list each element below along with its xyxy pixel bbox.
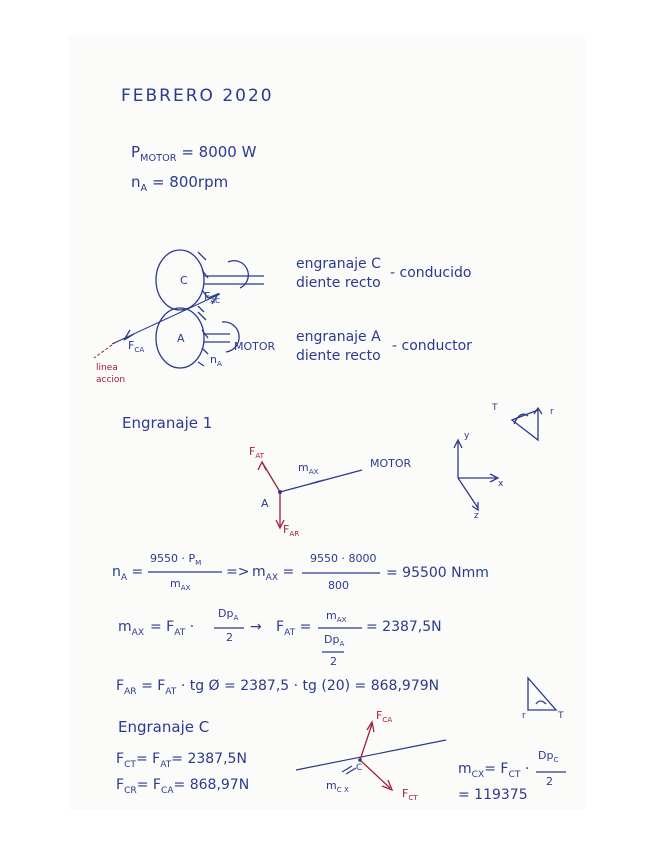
fct-value: = 2387,5N <box>171 751 247 767</box>
mcx-lhs: m <box>458 761 472 777</box>
eq1-lhs: $n_A$ = <box>112 564 144 583</box>
eq2-lhs-sub: AX <box>131 627 145 638</box>
mcx-dot: · <box>524 761 530 777</box>
page-title: FEBRERO 2020 <box>121 86 274 106</box>
eq1-lhs-sub: A <box>120 572 128 583</box>
eq1-result: = 95500 Nmm <box>386 565 489 581</box>
gear-a-description-1: engranaje A <box>296 329 381 345</box>
axis-z-label: z <box>474 511 479 521</box>
fcr-eq-sub: CA <box>160 785 174 796</box>
power-symbol: P <box>131 143 141 161</box>
fac-sub: AC <box>210 296 221 306</box>
gear-a-description-2: diente recto <box>296 348 381 364</box>
mcx-num-sub: C <box>553 755 559 765</box>
eq2-den-den: 2 <box>330 655 337 668</box>
eq2-num <box>326 610 347 623</box>
eq3-body-sub: AT <box>165 686 177 697</box>
eq2-frac-num-sub: A <box>233 613 239 623</box>
eq1-lhs2-symbol: m <box>252 564 266 580</box>
motor-label: MOTOR <box>234 340 276 353</box>
fcr-equation <box>116 778 249 796</box>
eq2-num-sub: AX <box>336 615 347 625</box>
eq1-lhs2-sub: AX <box>265 572 279 583</box>
section-2-heading: Engranaje C <box>118 718 210 736</box>
corner-t-label: T <box>492 403 498 413</box>
fct-sub: CT <box>124 759 136 770</box>
corner-r-label: r <box>550 407 554 417</box>
max-sub: AX <box>308 467 319 477</box>
fig-fct-symbol: F <box>402 787 409 800</box>
eq2-dot: · <box>189 619 195 635</box>
speed-subscript: A <box>140 183 148 194</box>
gear-a-label: A <box>177 332 185 345</box>
eq1-numerator-2: 9550 · 8000 <box>310 552 377 565</box>
eq3-body: = F <box>141 678 166 694</box>
eq2-frac-num <box>218 608 238 621</box>
eq1-lhs-symbol: n <box>112 564 121 580</box>
axis-y-label: y <box>464 431 470 441</box>
eq1-denominator-2: 800 <box>328 579 349 592</box>
fig-mcx-sub: C X <box>336 785 349 795</box>
fig-fct-sub: CT <box>408 793 418 803</box>
motor-label-2: MOTOR <box>370 457 412 470</box>
eq2-mid-sub: AT <box>174 627 186 638</box>
eq1-den-sub: AX <box>180 583 191 593</box>
mcx-eq: = F <box>484 761 509 777</box>
mcx-arrowhead <box>342 766 356 774</box>
section-1-heading: Engranaje 1 <box>122 414 213 432</box>
eq2-mid-text: = F <box>150 619 175 635</box>
eq3-line <box>116 679 439 697</box>
fig-mcx-label <box>326 780 349 793</box>
eq3-t-label: T <box>558 711 564 721</box>
mcx-num <box>538 750 558 763</box>
far-symbol: F <box>283 523 290 536</box>
eq1-num-text: 9550 · P <box>150 552 196 565</box>
eq2-den-num-sub: A <box>339 639 345 649</box>
mcx-den: 2 <box>546 775 553 788</box>
gear-a-role: - conductor <box>392 338 472 354</box>
gear-c-description-1: engranaje C <box>296 256 381 272</box>
fca-sub: CA <box>134 345 145 355</box>
eq2-den-num-symbol: Dp <box>324 633 340 646</box>
eq1-implies: => <box>226 564 250 580</box>
eq2-fat-sub: AT <box>284 627 296 638</box>
eq1-lhs2: $m_{AX}$ = <box>252 564 295 583</box>
eq2-lhs <box>118 620 144 638</box>
eq2-frac-den: 2 <box>226 631 233 644</box>
far-sub: AR <box>289 529 300 539</box>
eq2-lhs-symbol: m <box>118 619 132 635</box>
eq3-lhs-sub: AR <box>124 686 137 697</box>
fcr-eq: = F <box>136 777 161 793</box>
point-c-dot <box>358 758 362 762</box>
fct-vector <box>360 760 390 788</box>
fig-fca-label <box>376 710 392 723</box>
eq3-r-label: r <box>522 711 526 721</box>
fcr-sub: CR <box>124 785 137 796</box>
eq1-num-sub: M <box>195 558 202 568</box>
eq2-mid <box>150 620 194 638</box>
fac-symbol: F <box>204 290 211 303</box>
max-symbol: m <box>298 461 309 474</box>
fct-eq: = F <box>135 751 161 767</box>
na-symbol: n <box>210 353 217 366</box>
gear-c-role: - conducido <box>390 265 472 281</box>
fca-symbol: F <box>128 339 135 352</box>
fig-fca-sub: CA <box>382 715 393 725</box>
fcr-symbol: F <box>116 777 125 793</box>
fca-vector <box>360 724 372 760</box>
force-triangle-bottom <box>518 670 574 720</box>
speed-value: = 800rpm <box>151 173 229 191</box>
mcx-equation <box>458 762 529 780</box>
eq2-den-num <box>324 634 344 647</box>
eq2-frac-num-text: Dp <box>218 607 234 620</box>
speed-symbol: n <box>131 173 141 191</box>
mcx-num-text: Dp <box>538 749 554 762</box>
gear-c-label: C <box>180 274 188 287</box>
axis-x-label: x <box>498 479 504 489</box>
fat-sub: AT <box>255 451 265 461</box>
eq3-lhs: F <box>116 678 125 694</box>
fct-eq-sub: AT <box>160 759 172 770</box>
fat-symbol: F <box>249 445 256 458</box>
point-a-label: A <box>261 497 269 510</box>
eq3-tail: · tg Ø = 2387,5 · tg (20) = 868,979N <box>180 678 440 694</box>
fct-equation <box>116 752 247 770</box>
mcx-lhs-sub: CX <box>471 769 485 780</box>
gear-c-description-2: diente recto <box>296 275 381 291</box>
eq2-fat-symbol: F <box>276 619 285 635</box>
eq2-arrow: → <box>250 619 262 635</box>
line-of-action-label-1: linea <box>96 363 118 373</box>
power-value: = 8000 W <box>181 143 257 161</box>
na-sub: A <box>216 359 222 369</box>
mcx-eq-sub: CT <box>508 769 521 780</box>
fig-c-label: C <box>356 763 363 773</box>
mcx-result: = 119375 <box>458 787 528 803</box>
fig-fca-symbol: F <box>376 709 383 722</box>
eq2-result: = 2387,5N <box>366 619 442 635</box>
fct-symbol: F <box>116 751 125 767</box>
fig-fct-label <box>402 788 418 801</box>
eq2-num-symbol: m <box>326 609 337 622</box>
fcr-value: = 868,97N <box>173 777 250 793</box>
triangle-bottom-shape <box>528 678 556 710</box>
line-of-action-label-2: accion <box>96 375 126 385</box>
eq2-fat: $F_{AT}$ = <box>276 619 312 638</box>
fig-mcx-symbol: m <box>326 779 337 792</box>
eq1-den-text: m <box>170 577 181 590</box>
power-subscript: MOTOR <box>140 153 177 164</box>
angle-arc <box>536 701 546 704</box>
